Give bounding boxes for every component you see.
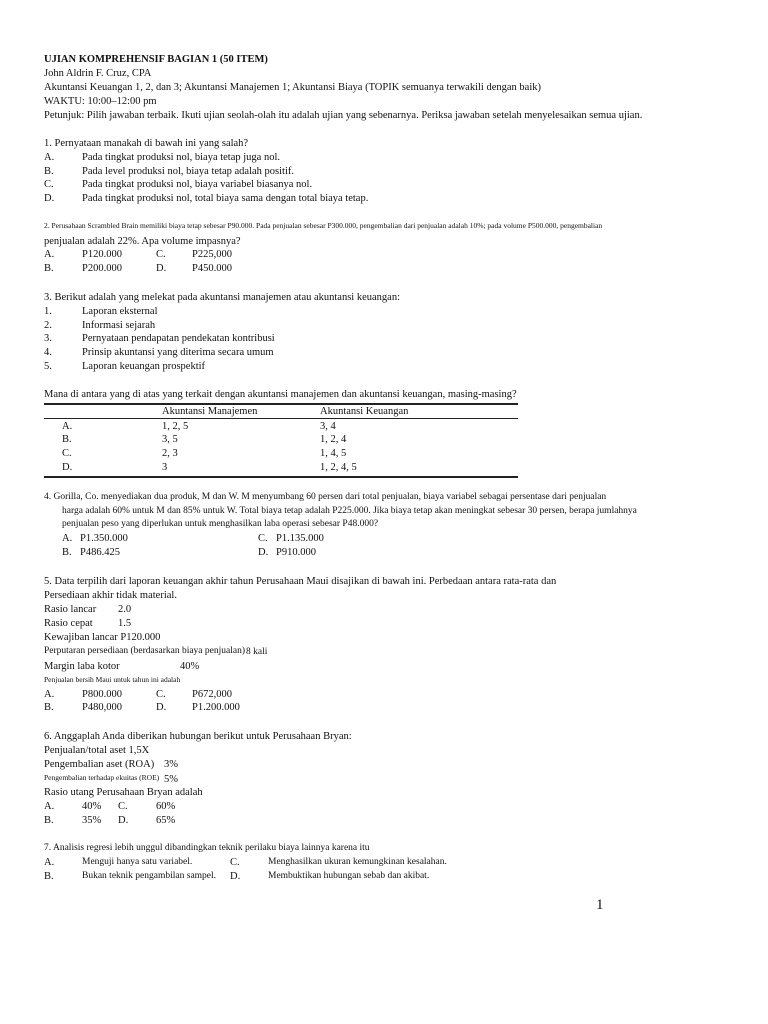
option-text: Pada tingkat produksi nol, biaya variabel biasanya nol. bbox=[82, 179, 313, 190]
roe-label: Pengembalian terhadap ekuitas (ROE) bbox=[44, 773, 160, 782]
option-letter: D. bbox=[258, 547, 269, 558]
quick-ratio-value: 1.5 bbox=[118, 618, 132, 629]
item-number: 2. bbox=[44, 320, 52, 331]
option-letter: A. bbox=[44, 249, 55, 260]
option-text: P910.000 bbox=[276, 547, 316, 558]
sales-to-assets: Penjualan/total aset 1,5X bbox=[44, 745, 150, 756]
option-letter: B. bbox=[44, 166, 54, 177]
row-letter: B. bbox=[62, 434, 72, 445]
roe-value: 5% bbox=[164, 774, 178, 785]
item-number: 1. bbox=[44, 306, 52, 317]
question-stem: 7. Analisis regresi lebih unggul dibandingkan teknik perilaku biaya lainnya karena itu bbox=[44, 843, 370, 853]
table-question: Mana di antara yang di atas yang terkait dengan akuntansi manajemen dan akuntansi keuangan, masing-masing? bbox=[44, 389, 517, 400]
roa-value: 3% bbox=[164, 759, 178, 770]
exam-time: WAKTU: 10:00–12:00 pm bbox=[44, 96, 157, 107]
current-liabilities: Kewajiban lancar P120.000 bbox=[44, 632, 161, 643]
instructions: Petunjuk: Pilih jawaban terbaik. Ikuti ujian seolah-olah itu adalah ujian yang sebenarnya. Periksa jawaban setelah menyelesaikan semua ujian. bbox=[44, 110, 643, 121]
option-text: P225,000 bbox=[192, 249, 232, 260]
question-stem: 6. Anggaplah Anda diberikan hubungan berikut untuk Perusahaan Bryan: bbox=[44, 731, 352, 742]
roa-label: Pengembalian aset (ROA) bbox=[44, 759, 155, 770]
mgmt-cell: 3, 5 bbox=[162, 434, 178, 445]
option-text: P1.350.000 bbox=[80, 533, 128, 544]
current-ratio-label: Rasio lancar bbox=[44, 604, 97, 615]
item-text: Laporan eksternal bbox=[82, 306, 158, 317]
option-letter: D. bbox=[230, 871, 241, 882]
item-number: 4. bbox=[44, 347, 52, 358]
option-text: Pada level produksi nol, biaya tetap adalah positif. bbox=[82, 166, 294, 177]
fin-cell: 1, 2, 4, 5 bbox=[320, 462, 357, 473]
table-header: Akuntansi Keuangan bbox=[320, 406, 409, 417]
option-letter: D. bbox=[118, 815, 129, 826]
option-text: 35% bbox=[82, 815, 102, 826]
topics: Akuntansi Keuangan 1, 2, dan 3; Akuntansi Manajemen 1; Akuntansi Biaya (TOPIK semuanya terwakili dengan baik) bbox=[44, 82, 541, 93]
inventory-turnover-label: Perputaran persediaan (berdasarkan biaya penjualan) bbox=[44, 646, 245, 656]
option-letter: C. bbox=[118, 801, 128, 812]
question-prompt: Penjualan bersih Maui untuk tahun ini adalah bbox=[44, 675, 181, 684]
option-text: P1.135.000 bbox=[276, 533, 324, 544]
author: John Aldrin F. Cruz, CPA bbox=[44, 68, 152, 79]
question-stem: 1. Pernyataan manakah di bawah ini yang salah? bbox=[44, 138, 249, 149]
option-text: Membuktikan hubungan sebab dan akibat. bbox=[268, 871, 430, 881]
question-stem-continued: harga adalah 60% untuk M dan 85% untuk W. Total biaya tetap adalah P225.000. Jika biaya tetap akan meningkat sebesar 30 persen, berapa jumlahnya bbox=[62, 506, 637, 516]
option-letter: A. bbox=[62, 533, 73, 544]
option-letter: A. bbox=[44, 857, 55, 868]
option-letter: D. bbox=[44, 193, 55, 204]
item-number: 5. bbox=[44, 361, 52, 372]
option-letter: B. bbox=[44, 871, 54, 882]
question-stem-continued: Persediaan akhir tidak material. bbox=[44, 590, 177, 601]
mgmt-cell: 3 bbox=[162, 462, 168, 473]
table-bottom-rule bbox=[44, 476, 518, 478]
option-letter: C. bbox=[230, 857, 240, 868]
question-stem: 4. Gorilla, Co. menyediakan dua produk, M dan W. M menyumbang 60 persen dari total penjualan, biaya variabel sebagai persentase dari penjualan bbox=[44, 492, 607, 502]
option-letter: A. bbox=[44, 152, 55, 163]
option-text: P1.200.000 bbox=[192, 702, 240, 713]
option-letter: D. bbox=[156, 263, 167, 274]
question-prompt: Rasio utang Perusahaan Bryan adalah bbox=[44, 787, 203, 798]
question-stem-continued: penjualan adalah 22%. Apa volume impasnya? bbox=[44, 236, 241, 247]
row-letter: D. bbox=[62, 462, 73, 473]
gross-margin-value: 40% bbox=[180, 661, 200, 672]
item-text: Laporan keuangan prospektif bbox=[82, 361, 206, 372]
item-text: Prinsip akuntansi yang diterima secara umum bbox=[82, 347, 274, 358]
option-text: Menguji hanya satu variabel. bbox=[82, 857, 193, 867]
mgmt-cell: 2, 3 bbox=[162, 448, 178, 459]
option-text: P800.000 bbox=[82, 689, 122, 700]
gross-margin-label: Margin laba kotor bbox=[44, 661, 120, 672]
fin-cell: 3, 4 bbox=[320, 421, 336, 432]
option-text: Pada tingkat produksi nol, biaya tetap juga nol. bbox=[82, 152, 281, 163]
table-header-rule bbox=[44, 418, 518, 419]
question-stem: 3. Berikut adalah yang melekat pada akuntansi manajemen atau akuntansi keuangan: bbox=[44, 292, 400, 303]
option-text: Menghasilkan ukuran kemungkinan kesalahan. bbox=[268, 857, 447, 867]
table-header: Akuntansi Manajemen bbox=[162, 406, 258, 417]
fin-cell: 1, 4, 5 bbox=[320, 448, 347, 459]
question-stem-continued: penjualan peso yang diperlukan untuk menghasilkan laba operasi sebesar P48.000? bbox=[62, 519, 379, 529]
option-letter: C. bbox=[258, 533, 268, 544]
option-text: 65% bbox=[156, 815, 176, 826]
option-text: P486.425 bbox=[80, 547, 120, 558]
option-letter: A. bbox=[44, 689, 55, 700]
option-text: Bukan teknik pengambilan sampel. bbox=[82, 871, 217, 881]
option-text: P672,000 bbox=[192, 689, 232, 700]
question-stem: 2. Perusahaan Scrambled Brain memiliki biaya tetap sebesar P90.000. Pada penjualan sebesar P300.000, pengembalian dari penjualan adalah 10%; pada volume P500.000, pengembalian bbox=[44, 221, 603, 230]
table-top-rule bbox=[44, 403, 518, 405]
mgmt-cell: 1, 2, 5 bbox=[162, 421, 189, 432]
inventory-turnover-value: 8 kali bbox=[246, 647, 268, 657]
option-text: P480,000 bbox=[82, 702, 122, 713]
row-letter: A. bbox=[62, 421, 73, 432]
option-letter: B. bbox=[62, 547, 72, 558]
row-letter: C. bbox=[62, 448, 72, 459]
exam-title: UJIAN KOMPREHENSIF BAGIAN 1 (50 ITEM) bbox=[44, 54, 268, 65]
fin-cell: 1, 2, 4 bbox=[320, 434, 347, 445]
option-text: P450.000 bbox=[192, 263, 232, 274]
option-text: Pada tingkat produksi nol, total biaya sama dengan total biaya tetap. bbox=[82, 193, 369, 204]
current-ratio-value: 2.0 bbox=[118, 604, 132, 615]
item-text: Informasi sejarah bbox=[82, 320, 156, 331]
option-letter: B. bbox=[44, 815, 54, 826]
quick-ratio-label: Rasio cepat bbox=[44, 618, 93, 629]
page-number: 1 bbox=[596, 897, 604, 913]
item-text: Pernyataan pendapatan pendekatan kontribusi bbox=[82, 333, 275, 344]
question-stem: 5. Data terpilih dari laporan keuangan akhir tahun Perusahaan Maui disajikan di bawah ini. Perbedaan antara rata-rata dan bbox=[44, 576, 557, 587]
option-letter: A. bbox=[44, 801, 55, 812]
option-text: 60% bbox=[156, 801, 176, 812]
option-letter: C. bbox=[44, 179, 54, 190]
option-letter: D. bbox=[156, 702, 167, 713]
option-letter: C. bbox=[156, 249, 166, 260]
option-text: P120.000 bbox=[82, 249, 122, 260]
option-letter: B. bbox=[44, 263, 54, 274]
item-number: 3. bbox=[44, 333, 52, 344]
option-letter: C. bbox=[156, 689, 166, 700]
option-text: 40% bbox=[82, 801, 102, 812]
option-text: P200.000 bbox=[82, 263, 122, 274]
option-letter: B. bbox=[44, 702, 54, 713]
